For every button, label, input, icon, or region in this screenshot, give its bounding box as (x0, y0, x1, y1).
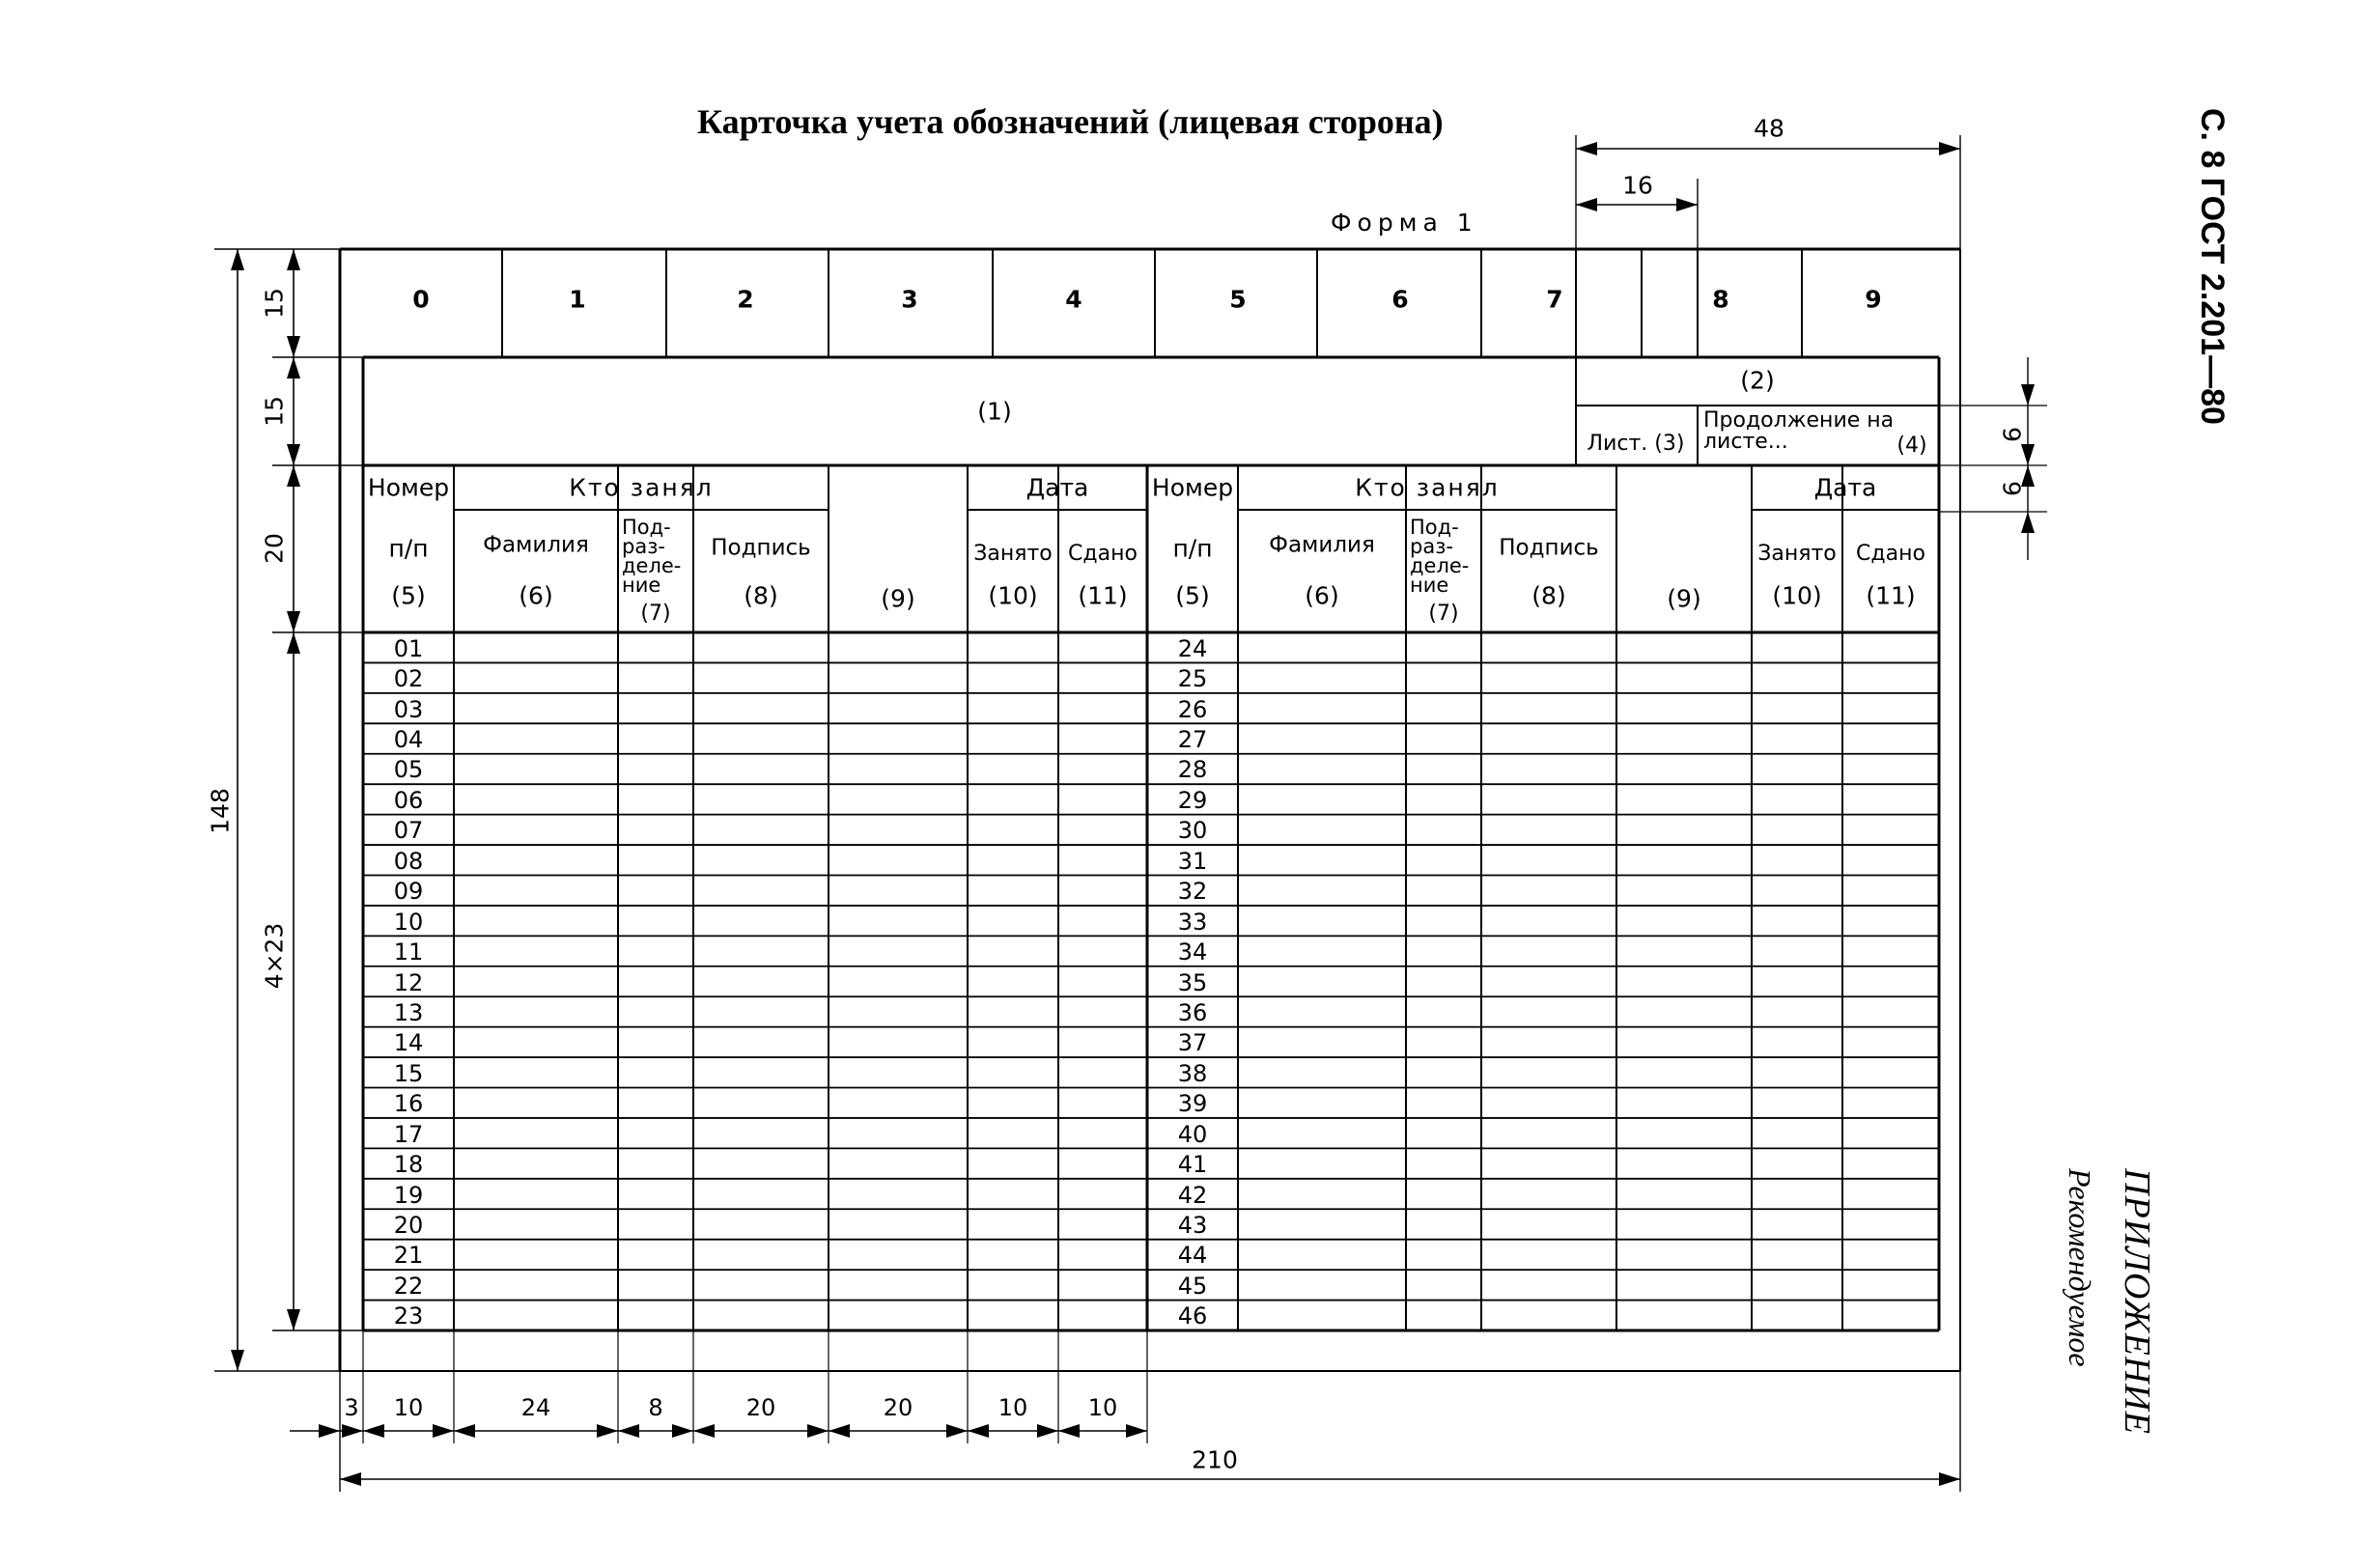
right-header-division-line: Под- (1410, 515, 1459, 539)
right-header-signature: Подпись (1499, 535, 1599, 561)
left-header-division-line: ние (622, 573, 661, 597)
side-code: С. 8 ГОСТ 2.201—80 (2194, 108, 2231, 425)
left-header-division-line: раз- (622, 534, 665, 558)
dim-top-right-inner-arrow-left (1576, 198, 1597, 211)
right-row-number-24: 24 (1177, 634, 1208, 662)
left-row-number-06: 06 (393, 786, 424, 814)
left-row-number-17: 17 (393, 1120, 424, 1148)
dim-top-right-inner-arrow-right (1676, 198, 1698, 211)
page-title: Карточка учета обозначений (лицевая сторона) (697, 102, 1444, 141)
left-row-number-21: 21 (393, 1242, 424, 1270)
left-header-date: Дата (1025, 473, 1089, 502)
appendix-subtitle: Рекомендуемое (2063, 1168, 2097, 1367)
top-row-cell-6: 6 (1391, 285, 1409, 314)
top-row-cell-5: 5 (1229, 285, 1247, 314)
dim-row-header-label: 15 (260, 396, 289, 427)
dim-bottom-label-1: 10 (393, 1394, 424, 1421)
dim-bottom-arrow-right (597, 1424, 618, 1438)
right-row-number-44: 44 (1177, 1242, 1208, 1270)
dim-right-6a-arrow (2021, 384, 2035, 406)
right-header-taken: Занято (1757, 542, 1837, 566)
header-continuation-num: (4) (1896, 434, 1927, 458)
dim-right-6c-arrow (2021, 512, 2035, 533)
right-header-surname-code: (6) (1305, 581, 1339, 610)
dim-row-header-arrow-top (287, 357, 300, 378)
left-header-division-line: деле- (622, 553, 682, 577)
left-header-taken-code: (10) (988, 581, 1038, 610)
dim-row-top-arrow-top (287, 249, 300, 270)
dim-bottom-arrow-right (946, 1424, 968, 1438)
right-row-number-30: 30 (1177, 817, 1208, 845)
dim-bottom-label-6: 10 (997, 1394, 1028, 1421)
left-header-division-code: (7) (640, 602, 671, 626)
left-row-number-10: 10 (393, 908, 424, 936)
dim-bottom-label-4: 20 (745, 1394, 776, 1421)
dim-bottom-label-2: 24 (520, 1394, 551, 1421)
right-row-number-33: 33 (1177, 908, 1208, 936)
dim-right-6b-arrow-bottom (2021, 444, 2035, 465)
right-header-col9-code: (9) (1667, 584, 1701, 613)
dim-row-table-head-arrow-top (287, 465, 300, 487)
left-header-returned: Сдано (1068, 542, 1138, 566)
right-header-date: Дата (1813, 473, 1877, 502)
dim-bottom-label-5: 20 (883, 1394, 913, 1421)
left-row-number-08: 08 (393, 847, 424, 875)
dim-bottom-arrow-right (1126, 1424, 1147, 1438)
dim-bottom-label-7: 10 (1087, 1394, 1118, 1421)
right-header-returned-code: (11) (1866, 581, 1916, 610)
right-header-who-took: Кто занял (1355, 473, 1500, 502)
right-row-number-43: 43 (1177, 1211, 1208, 1239)
left-row-number-07: 07 (393, 817, 424, 845)
right-row-number-35: 35 (1177, 968, 1208, 996)
left-row-number-18: 18 (393, 1151, 424, 1179)
left-header-number: Номер (367, 473, 450, 502)
right-header-number: Номер (1151, 473, 1234, 502)
top-row-cell-1: 1 (569, 285, 586, 314)
dim-bottom-arrow-left (618, 1424, 639, 1438)
right-header-taken-code: (10) (1772, 581, 1822, 610)
right-header-division-line: деле- (1410, 553, 1470, 577)
dim-total-height-label: 148 (206, 788, 235, 834)
dim-top-right-inner-label: 16 (1622, 171, 1653, 200)
left-row-number-02: 02 (393, 665, 424, 693)
right-header-division-line: раз- (1410, 534, 1453, 558)
right-row-number-25: 25 (1177, 665, 1208, 693)
top-row-cell-8: 8 (1712, 285, 1729, 314)
left-header-number-sub: п/п (388, 534, 429, 563)
right-row-number-37: 37 (1177, 1029, 1208, 1057)
right-row-number-46: 46 (1177, 1302, 1208, 1330)
right-row-number-45: 45 (1177, 1272, 1208, 1300)
dim-bottom-arrow-right (433, 1424, 454, 1438)
left-row-number-05: 05 (393, 756, 424, 784)
left-row-number-15: 15 (393, 1059, 424, 1087)
dim-bottom-arrow-left (454, 1424, 475, 1438)
dim-bottom-label-3: 8 (648, 1394, 663, 1421)
top-row-cell-9: 9 (1865, 285, 1882, 314)
header-continuation-line2: листе... (1703, 430, 1788, 454)
right-row-number-34: 34 (1177, 938, 1208, 966)
header-field1: (1) (977, 397, 1012, 426)
top-row-cell-7: 7 (1546, 285, 1563, 314)
right-header-returned: Сдано (1856, 542, 1925, 566)
right-header-signature-code: (8) (1531, 581, 1566, 610)
header-list-label: Лист. (3) (1587, 432, 1685, 456)
dim-bottom-arrow-left (693, 1424, 715, 1438)
top-row-cell-4: 4 (1065, 285, 1082, 314)
right-row-number-36: 36 (1177, 998, 1208, 1026)
right-row-number-39: 39 (1177, 1090, 1208, 1118)
right-header-division-line: ние (1410, 573, 1449, 597)
right-row-number-28: 28 (1177, 756, 1208, 784)
left-row-number-11: 11 (393, 938, 424, 966)
left-row-number-09: 09 (393, 878, 424, 906)
right-header-number-code: (5) (1175, 581, 1210, 610)
header-continuation-line1: Продолжение на (1703, 408, 1895, 433)
left-header-surname-code: (6) (519, 581, 553, 610)
left-header-surname: Фамилия (483, 532, 589, 558)
right-row-number-27: 27 (1177, 726, 1208, 754)
right-row-number-38: 38 (1177, 1059, 1208, 1087)
left-header-division-line: Под- (622, 515, 671, 539)
dim-bottom-arrow-left (968, 1424, 989, 1438)
right-row-number-29: 29 (1177, 786, 1208, 814)
dim-row-table-head-arrow-bottom (287, 611, 300, 632)
dim-rows-block-label: 4×23 (260, 922, 289, 990)
dim-bottom-arrow-right (1037, 1424, 1058, 1438)
dim-row-header-arrow-bottom (287, 444, 300, 465)
left-row-number-19: 19 (393, 1181, 424, 1209)
dim-total-height-arrow-bottom (231, 1350, 244, 1371)
left-row-number-13: 13 (393, 998, 424, 1026)
left-row-number-01: 01 (393, 634, 424, 662)
left-header-signature-code: (8) (744, 581, 778, 610)
right-row-number-40: 40 (1177, 1120, 1208, 1148)
dim-top-right-arrow-left (1576, 142, 1597, 155)
right-row-number-41: 41 (1177, 1151, 1208, 1179)
dim-total-width-label: 210 (1192, 1445, 1238, 1474)
dim-total-height-arrow-top (231, 249, 244, 270)
dim-bottom-arrow-right (672, 1424, 693, 1438)
left-header-returned-code: (11) (1078, 581, 1128, 610)
dim-total-width-arrow-left (340, 1472, 361, 1486)
top-row-cell-0: 0 (412, 285, 430, 314)
dim-right-6b-label: 6 (1998, 481, 2027, 496)
appendix-title: ПРИЛОЖЕНИЕ (2117, 1168, 2157, 1435)
dim-row-top-arrow-bottom (287, 336, 300, 357)
top-row-cell-3: 3 (901, 285, 918, 314)
dim-rows-block-arrow-bottom (287, 1309, 300, 1330)
dim-rows-block-arrow-top (287, 632, 300, 654)
dim-row-table-head-label: 20 (260, 533, 289, 564)
dim-bottom-arrow-left (1058, 1424, 1080, 1438)
dim-bottom-arrow-left (829, 1424, 850, 1438)
right-row-number-26: 26 (1177, 695, 1208, 723)
left-header-col9-code: (9) (881, 584, 915, 613)
left-row-number-16: 16 (393, 1090, 424, 1118)
dim-right-6a-label: 6 (1998, 427, 2027, 442)
left-row-number-12: 12 (393, 968, 424, 996)
right-row-number-32: 32 (1177, 878, 1208, 906)
left-header-signature: Подпись (711, 535, 811, 561)
dim-bottom-arrow-left (363, 1424, 384, 1438)
right-header-division-code: (7) (1428, 602, 1459, 626)
left-row-number-03: 03 (393, 695, 424, 723)
left-header-who-took: Кто занял (569, 473, 714, 502)
left-row-number-04: 04 (393, 726, 424, 754)
header-field2: (2) (1740, 366, 1775, 395)
left-row-number-22: 22 (393, 1272, 424, 1300)
dim-total-width-arrow-right (1939, 1472, 1960, 1486)
left-row-number-20: 20 (393, 1211, 424, 1239)
left-header-number-code: (5) (391, 581, 426, 610)
left-row-number-23: 23 (393, 1302, 424, 1330)
dim-row-top-label: 15 (260, 288, 289, 319)
left-header-taken: Занято (973, 542, 1053, 566)
dim-top-right-arrow-right (1939, 142, 1960, 155)
dim-bottom-label-0: 3 (344, 1394, 359, 1421)
right-row-number-31: 31 (1177, 847, 1208, 875)
dim-bottom-arrow-right (342, 1424, 363, 1438)
dim-top-right-label: 48 (1754, 114, 1784, 143)
left-row-number-14: 14 (393, 1029, 424, 1057)
right-header-number-sub: п/п (1172, 534, 1213, 563)
right-header-surname: Фамилия (1269, 532, 1375, 558)
dim-bottom-arrow-right (807, 1424, 829, 1438)
dim-bottom-lead-arrow (319, 1424, 340, 1438)
form-label: Форма 1 (1331, 209, 1478, 237)
top-row-cell-2: 2 (737, 285, 754, 314)
right-row-number-42: 42 (1177, 1181, 1208, 1209)
